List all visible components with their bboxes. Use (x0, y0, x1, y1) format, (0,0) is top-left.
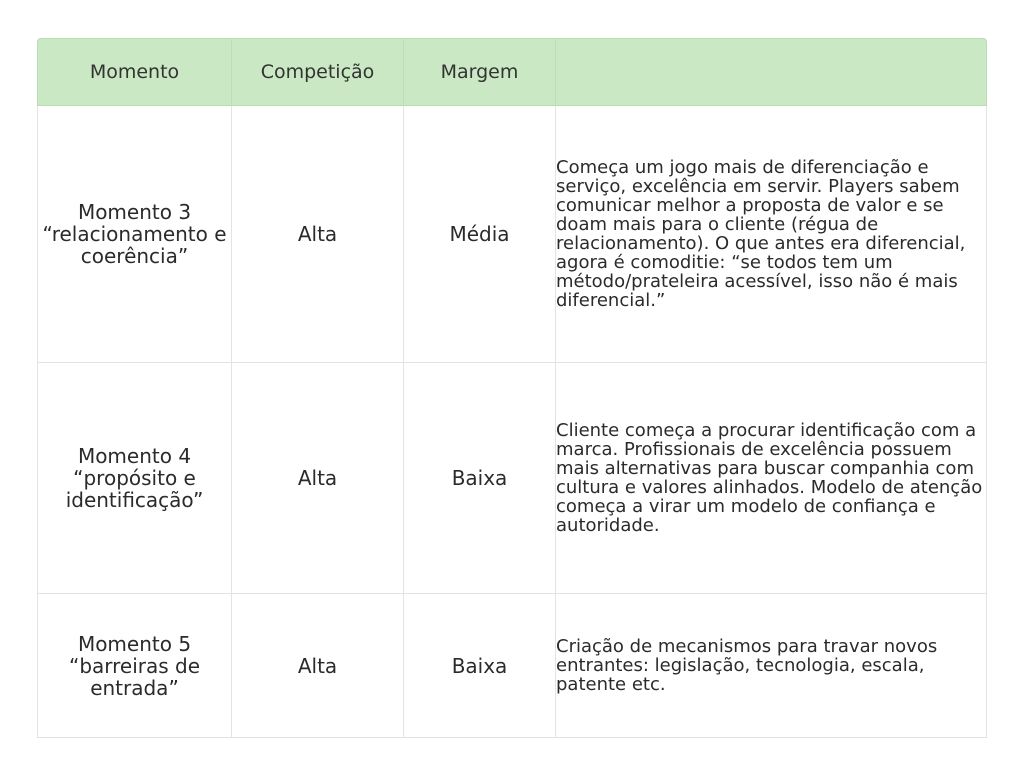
description-cell: Começa um jogo mais de diferenciação e serviço, excelência em servir. Players sabem comunicar melhor a proposta de valor e se doam mais para o cliente (régua de relacionamento). O que antes era diferencial, agora é comoditie: “se todos tem um método/prateleira acessível, isso não é mais diferencial.” (556, 106, 987, 363)
moment-number: Momento 5 (77, 631, 192, 656)
moment-name: “barreiras de entrada” (68, 653, 201, 700)
competition-cell: Alta (232, 363, 404, 594)
description-cell: Cliente começa a procurar identificação com a marca. Profissionais de excelência possuem mais alternativas para buscar companhia com cultura e valores alinhados. Modelo de atenção começa a virar um modelo de confiança e autoridade. (556, 363, 987, 594)
moment-name: “relacionamento e coerência” (42, 222, 227, 268)
moment-cell (37, 363, 232, 594)
margin-cell: Baixa (404, 594, 556, 738)
competition-cell: Alta (232, 594, 404, 738)
header-descricao (556, 38, 987, 106)
moment-cell (37, 106, 232, 363)
market-moments-table (37, 38, 987, 738)
table-row (37, 363, 987, 594)
moment-number: Momento 3 (77, 200, 192, 224)
table-header (37, 38, 987, 106)
table-row (37, 106, 987, 363)
header-momento: Momento (37, 38, 232, 106)
competition-cell: Alta (232, 106, 404, 363)
header-competicao: Competição (232, 38, 404, 106)
table-body (37, 106, 987, 738)
header-margem: Margem (404, 38, 556, 106)
description-cell: Criação de mecanismos para travar novos entrantes: legislação, tecnologia, escala, patente etc. (556, 594, 987, 738)
header-row (37, 38, 987, 106)
moment-number: Momento 4 (77, 444, 192, 468)
margin-cell: Média (404, 106, 556, 363)
margin-cell: Baixa (404, 363, 556, 594)
table-row (37, 594, 987, 738)
moment-cell (37, 594, 232, 738)
moment-name: “propósito e identificação” (65, 466, 204, 512)
